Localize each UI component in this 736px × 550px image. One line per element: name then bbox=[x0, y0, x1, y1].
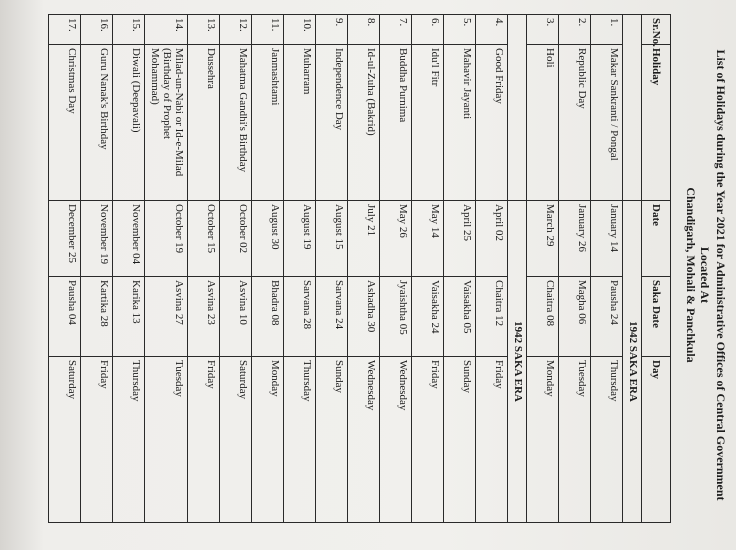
date-cell: August 15 bbox=[316, 201, 348, 277]
table-row bbox=[527, 15, 559, 523]
holiday-cell: Id-ul-Zuha (Bakrid) bbox=[348, 45, 380, 201]
date-cell: October 02 bbox=[220, 201, 252, 277]
date-cell: November 04 bbox=[113, 201, 145, 277]
saka-date-cell: Magha 06 bbox=[559, 277, 591, 357]
era-row bbox=[508, 15, 527, 523]
table-row bbox=[220, 15, 252, 523]
day-cell: Friday bbox=[476, 357, 508, 523]
day-cell: Friday bbox=[81, 357, 113, 523]
holiday-cell: Idu'l Fitr bbox=[412, 45, 444, 201]
document-subtitle: Located At bbox=[698, 246, 712, 304]
sr-no-cell: 16. bbox=[81, 15, 113, 45]
header-day: Day bbox=[642, 357, 671, 523]
table-row bbox=[145, 15, 188, 523]
table-row bbox=[348, 15, 380, 523]
holiday-cell: Holi bbox=[527, 45, 559, 201]
holiday-table bbox=[48, 14, 671, 523]
date-cell: August 19 bbox=[284, 201, 316, 277]
header-holiday: Holiday bbox=[642, 45, 671, 201]
day-cell: Monday bbox=[252, 357, 284, 523]
sr-no-cell: 11. bbox=[252, 15, 284, 45]
day-cell: Friday bbox=[412, 357, 444, 523]
holiday-cell: Good Friday bbox=[476, 45, 508, 201]
sr-no-cell: 9. bbox=[316, 15, 348, 45]
sr-no-cell: 8. bbox=[348, 15, 380, 45]
table-row bbox=[476, 15, 508, 523]
table-row bbox=[412, 15, 444, 523]
sr-no-cell: 1. bbox=[591, 15, 623, 45]
holiday-cell: Independence Day bbox=[316, 45, 348, 201]
sr-no-cell: 7. bbox=[380, 15, 412, 45]
saka-date-cell: Asvina 10 bbox=[220, 277, 252, 357]
day-cell: Friday bbox=[188, 357, 220, 523]
day-cell: Thursday bbox=[284, 357, 316, 523]
document-title: List of Holidays during the Year 2021 for Administrative Offices of Central Government bbox=[714, 49, 728, 501]
document-location: Chandigarh, Mohali & Panchkula bbox=[684, 187, 698, 363]
sr-no-cell: 5. bbox=[444, 15, 476, 45]
saka-date-cell: Karika 13 bbox=[113, 277, 145, 357]
day-cell: Saturday bbox=[49, 357, 81, 523]
holiday-cell: Republic Day bbox=[559, 45, 591, 201]
day-cell: Thursday bbox=[113, 357, 145, 523]
day-cell: Sunday bbox=[444, 357, 476, 523]
holiday-cell: Janmashtami bbox=[252, 45, 284, 201]
saka-date-cell: Pausha 24 bbox=[591, 277, 623, 357]
sr-no-cell: 14. bbox=[145, 15, 188, 45]
table-row bbox=[284, 15, 316, 523]
saka-date-cell: Vaisakha 24 bbox=[412, 277, 444, 357]
holiday-cell: Guru Nanak's Birthday bbox=[81, 45, 113, 201]
table-row bbox=[252, 15, 284, 523]
holiday-cell: Muharram bbox=[284, 45, 316, 201]
date-cell: January 14 bbox=[591, 201, 623, 277]
date-cell: April 25 bbox=[444, 201, 476, 277]
saka-date-cell: Asvina 23 bbox=[188, 277, 220, 357]
saka-date-cell: Ashadha 30 bbox=[348, 277, 380, 357]
saka-date-cell: Pausha 04 bbox=[49, 277, 81, 357]
table-row bbox=[591, 15, 623, 523]
era-spacer bbox=[508, 15, 527, 201]
table-row bbox=[49, 15, 81, 523]
date-cell: November 19 bbox=[81, 201, 113, 277]
sr-no-cell: 12. bbox=[220, 15, 252, 45]
holiday-cell: Makar Sankranti / Pongal bbox=[591, 45, 623, 201]
sr-no-cell: 17. bbox=[49, 15, 81, 45]
date-cell: October 19 bbox=[145, 201, 188, 277]
day-cell: Monday bbox=[527, 357, 559, 523]
saka-date-cell: Bhadra 08 bbox=[252, 277, 284, 357]
date-cell: March 29 bbox=[527, 201, 559, 277]
table-row bbox=[444, 15, 476, 523]
day-cell: Tuesday bbox=[559, 357, 591, 523]
date-cell: May 26 bbox=[380, 201, 412, 277]
saka-date-cell: Asvina 27 bbox=[145, 277, 188, 357]
table-row bbox=[559, 15, 591, 523]
holiday-cell: Mahatma Gandhi's Birthday bbox=[220, 45, 252, 201]
sr-no-cell: 10. bbox=[284, 15, 316, 45]
holiday-cell: Dussehra bbox=[188, 45, 220, 201]
day-cell: Sunday bbox=[316, 357, 348, 523]
saka-date-cell: Vaisakha 05 bbox=[444, 277, 476, 357]
sr-no-cell: 2. bbox=[559, 15, 591, 45]
table-row bbox=[380, 15, 412, 523]
day-cell: Wednesday bbox=[380, 357, 412, 523]
table-row bbox=[81, 15, 113, 523]
date-cell: July 21 bbox=[348, 201, 380, 277]
header-saka-date: Saka Date bbox=[642, 277, 671, 357]
sr-no-cell: 4. bbox=[476, 15, 508, 45]
date-cell: December 25 bbox=[49, 201, 81, 277]
table-header-row bbox=[642, 15, 671, 523]
saka-date-cell: Sarvana 24 bbox=[316, 277, 348, 357]
table-body bbox=[49, 15, 642, 523]
era-spacer bbox=[623, 15, 642, 201]
date-cell: May 14 bbox=[412, 201, 444, 277]
date-cell: April 02 bbox=[476, 201, 508, 277]
era-label: 1942 SAKA ERA bbox=[508, 201, 527, 523]
day-cell: Thursday bbox=[591, 357, 623, 523]
date-cell: January 26 bbox=[559, 201, 591, 277]
sr-no-cell: 13. bbox=[188, 15, 220, 45]
day-cell: Tuesday bbox=[145, 357, 188, 523]
holiday-cell: Christmas Day bbox=[49, 45, 81, 201]
table-row bbox=[188, 15, 220, 523]
day-cell: Saturday bbox=[220, 357, 252, 523]
date-cell: August 30 bbox=[252, 201, 284, 277]
saka-date-cell: Chaitra 08 bbox=[527, 277, 559, 357]
sr-no-cell: 15. bbox=[113, 15, 145, 45]
header-date: Date bbox=[642, 201, 671, 277]
holiday-cell: Mahavir Jayanti bbox=[444, 45, 476, 201]
holiday-cell: Buddha Purnima bbox=[380, 45, 412, 201]
saka-date-cell: Chaitra 12 bbox=[476, 277, 508, 357]
header-sr-no: Sr.No. bbox=[642, 15, 671, 45]
sr-no-cell: 3. bbox=[527, 15, 559, 45]
day-cell: Wednesday bbox=[348, 357, 380, 523]
saka-date-cell: Kartika 28 bbox=[81, 277, 113, 357]
era-label: 1942 SAKA ERA bbox=[623, 201, 642, 523]
era-row bbox=[623, 15, 642, 523]
holiday-cell: Diwali (Deepavali) bbox=[113, 45, 145, 201]
table-row bbox=[316, 15, 348, 523]
date-cell: October 15 bbox=[188, 201, 220, 277]
saka-date-cell: Jyaishtha 05 bbox=[380, 277, 412, 357]
table-row bbox=[113, 15, 145, 523]
holiday-cell: Milad-un-Nabi or Id-e-Milad (Birthday of Prophet Mohammad) bbox=[145, 45, 188, 201]
saka-date-cell: Sarvana 28 bbox=[284, 277, 316, 357]
sr-no-cell: 6. bbox=[412, 15, 444, 45]
